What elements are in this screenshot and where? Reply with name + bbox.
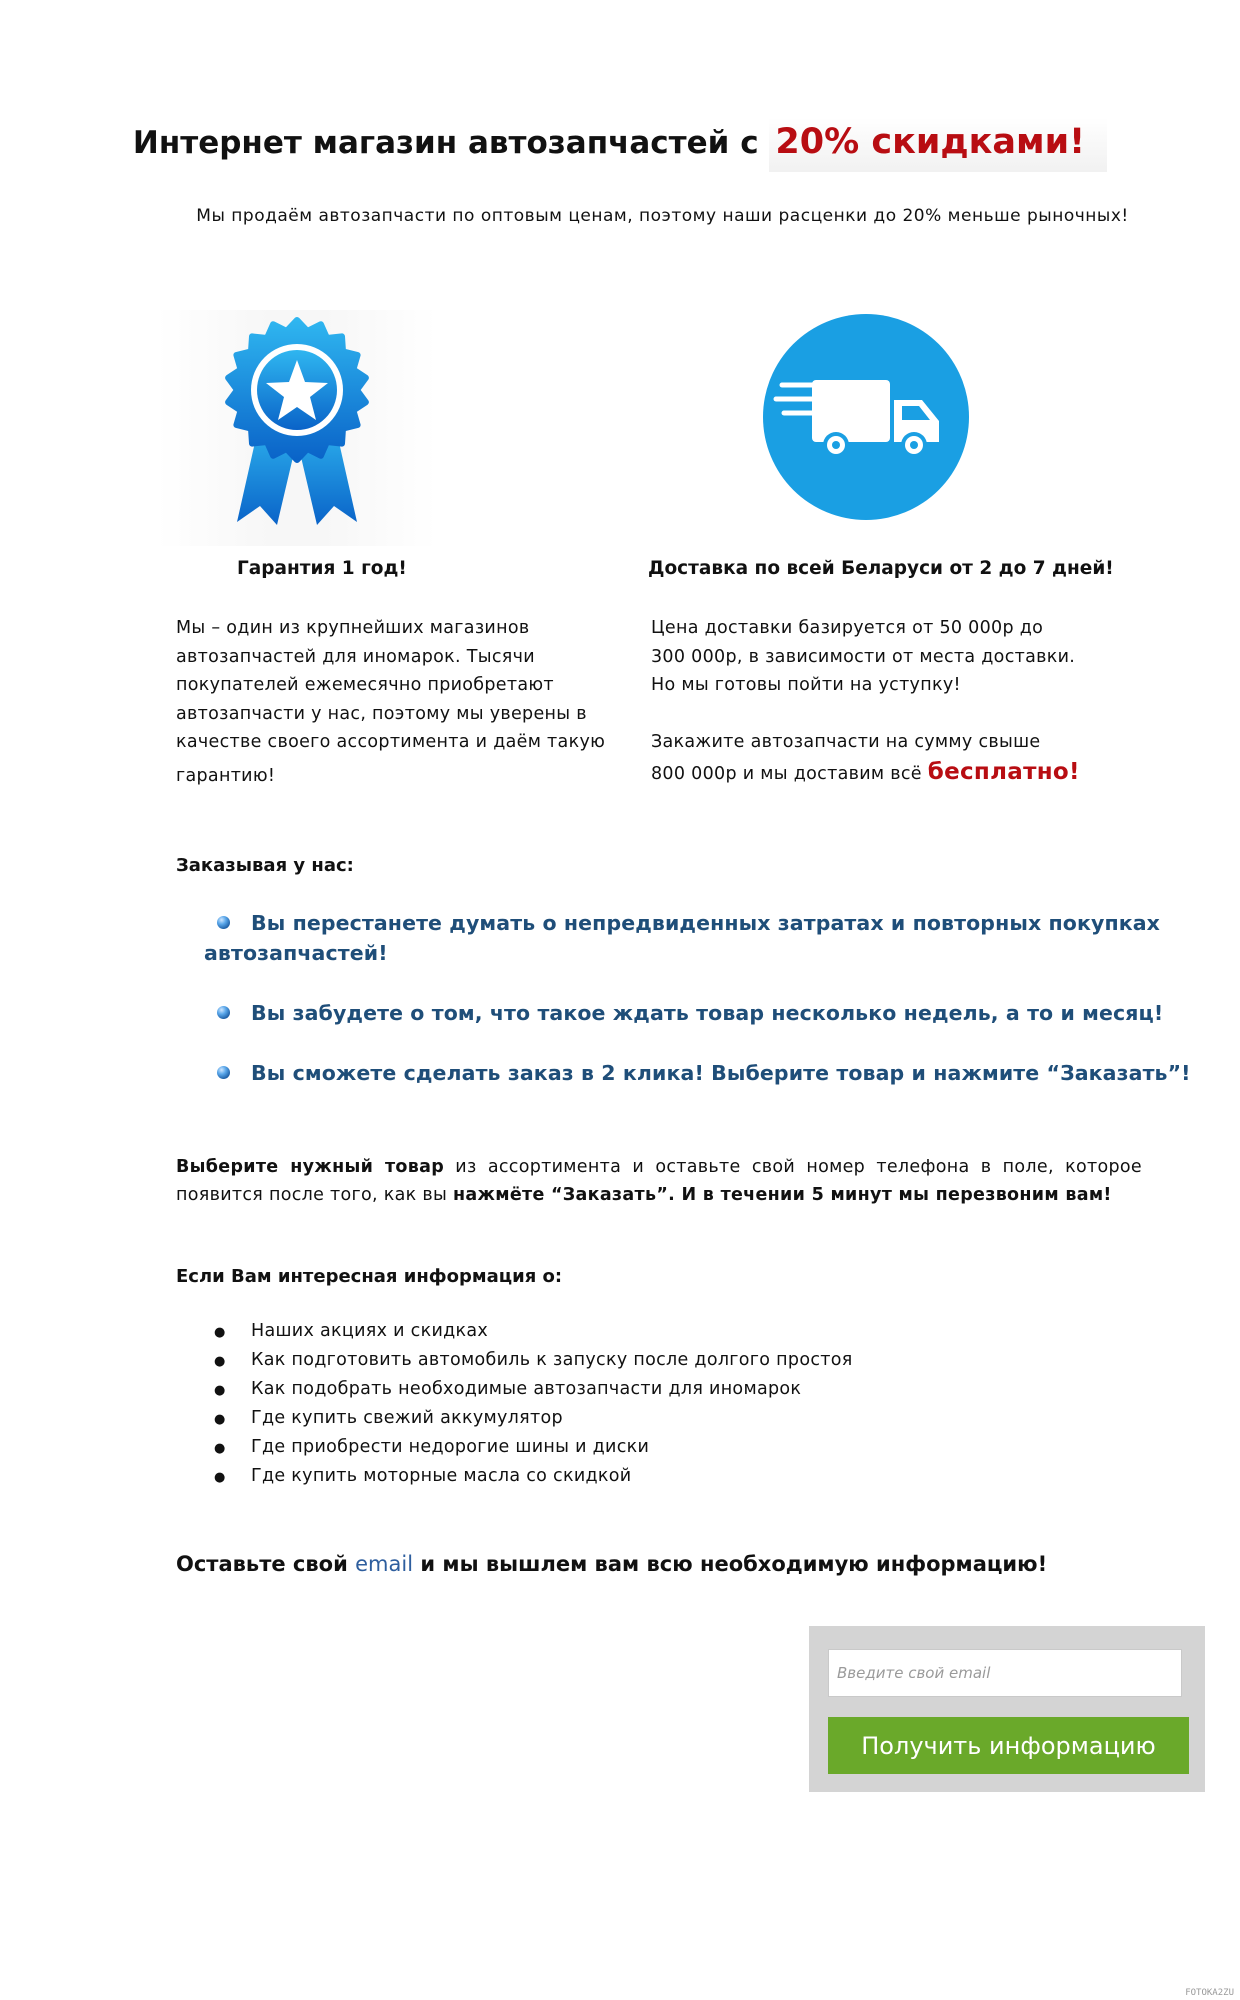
delivery-text (651, 614, 1111, 789)
instruction-text: из ассортимента и оставьте свой номер телефона в поле, которое (444, 1157, 1142, 1177)
guarantee-line: покупателей ежемесячно приобретают (176, 675, 554, 695)
cta-text (176, 1552, 1047, 1576)
list-item: ● Где купить свежий аккумулятор (251, 1408, 853, 1437)
title-highlight: 20% скидками! (769, 118, 1107, 172)
delivery-heading: Доставка по всей Беларуси от 2 до 7 дней! (648, 558, 1114, 579)
instruction-line-2 (176, 1181, 1142, 1210)
guarantee-text (176, 614, 636, 790)
instruction-line-1 (176, 1153, 1142, 1182)
delivery-truck-icon (744, 307, 974, 527)
cta-start: Оставьте свой (176, 1552, 356, 1576)
guarantee-line: автозапчасти у нас, поэтому мы уверены в (176, 703, 587, 724)
delivery-line: 300 000р, в зависимости от места доставки. (651, 646, 1076, 667)
guarantee-heading: Гарантия 1 год! (237, 558, 407, 579)
instruction-bold-start: Выберите нужный товар (176, 1157, 445, 1177)
benefit-item: Вы сможете сделать заказ в 2 клика! Выберите товар и нажмите “Заказать”! (251, 1061, 1191, 1085)
instruction-bold-end: нажмёте “Заказать”. И в течении 5 минут мы перезвоним вам! (453, 1185, 1112, 1205)
cta-end: и мы вышлем вам всю необходимую информацию! (413, 1552, 1048, 1576)
get-info-button[interactable]: Получить информацию (828, 1717, 1189, 1774)
title-text: Интернет магазин автозапчастей с (132, 125, 770, 161)
guarantee-line: гарантию! (176, 765, 276, 786)
free-delivery-amount: 800 000р и мы доставим всё (651, 764, 928, 784)
free-delivery-line: Закажите автозапчасти на сумму свыше (651, 731, 1041, 752)
email-input[interactable] (828, 1649, 1182, 1697)
list-item: ● Как подготовить автомобиль к запуску после долгого простоя (251, 1350, 853, 1379)
list-item: ● Где приобрести недорогие шины и диски (251, 1437, 853, 1466)
benefit-item: Вы забудете о том, что такое ждать товар несколько недель, а то и месяц! (251, 1001, 1164, 1025)
guarantee-line: качестве своего ассортимента и даём такую (176, 732, 606, 752)
guarantee-line: автозапчастей для иномарок. Тысячи (176, 646, 535, 667)
award-ribbon-icon (157, 310, 437, 546)
email-form (809, 1626, 1205, 1792)
bullet-ball-icon (217, 1066, 230, 1079)
page-title (0, 122, 1240, 162)
list-item: ● Наших акциях и скидках (251, 1321, 853, 1350)
watermark: FOTOKA2ZU (1185, 1988, 1234, 1998)
instruction-text-2: появится после того, как вы (176, 1185, 454, 1205)
info-list (214, 1321, 853, 1495)
benefit-item-continued: автозапчастей! (204, 941, 388, 965)
delivery-line: Но мы готовы пойти на уступку! (651, 675, 961, 695)
bullet-ball-icon (217, 1006, 230, 1019)
ordering-heading: Заказывая у нас: (176, 855, 354, 876)
list-item: ● Где купить моторные масла со скидкой (251, 1466, 853, 1495)
list-item: ● Как подобрать необходимые автозапчасти для иномарок (251, 1379, 853, 1408)
email-word: email (355, 1552, 414, 1576)
delivery-line: Цена доставки базируется от 50 000р до (651, 618, 1044, 638)
bullet-ball-icon (217, 916, 230, 929)
info-heading: Если Вам интересная информация о: (176, 1266, 563, 1287)
free-word: бесплатно! (927, 759, 1080, 785)
subtitle: Мы продаём автозапчасти по оптовым ценам, поэтому наши расценки до 20% меньше рыночных! (196, 206, 1129, 226)
free-delivery-line-2 (651, 758, 1111, 789)
benefit-item: Вы перестанете думать о непредвиденных затратах и повторных покупках (251, 911, 1160, 935)
guarantee-line: Мы – один из крупнейших магазинов (176, 618, 530, 638)
